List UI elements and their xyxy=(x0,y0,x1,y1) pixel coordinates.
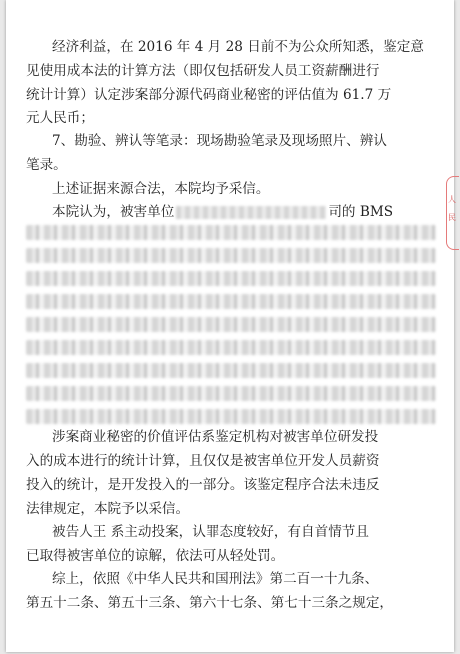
text-line-3: 统计计算）认定涉案部分源代码商业秘密的评估值为 61.7 万 xyxy=(26,87,392,103)
redacted-company-name xyxy=(176,206,326,219)
text-line-6: 笔录。 xyxy=(26,157,67,173)
document-page xyxy=(6,0,454,652)
text-line-8 xyxy=(52,203,460,221)
redacted-line xyxy=(26,386,436,401)
redacted-line xyxy=(26,271,436,286)
seal-stamp: 人 民 xyxy=(446,176,459,250)
text-line-8-start: 本院认为，被害单位 xyxy=(52,204,175,220)
text-line-12: 法律规定，本院予以采信。 xyxy=(26,501,190,517)
text-line-4: 元人民币； xyxy=(26,110,94,126)
text-line-7: 上述证据来源合法，本院均予采信。 xyxy=(52,181,270,197)
redacted-line xyxy=(26,363,436,378)
text-line-11: 投入的统计，是开发投入的一部分。该鉴定程序合法未违反 xyxy=(26,477,380,493)
redacted-line xyxy=(26,248,436,263)
text-line-5: 7、勘验、辨认等笔录：现场勘验笔录及现场照片、辨认 xyxy=(52,133,387,149)
text-line-2: 见使用成本法的计算方法（即仅包括研发人员工资薪酬进行 xyxy=(26,63,380,79)
redacted-line xyxy=(26,409,436,424)
redacted-line xyxy=(26,340,436,355)
redacted-line xyxy=(26,317,436,332)
text-line-9: 涉案商业秘密的价值评估系鉴定机构对被害单位研发投 xyxy=(52,429,379,445)
text-line-10: 入的成本进行的统计计算，且仅仅是被害单位开发人员薪资 xyxy=(26,453,380,469)
text-line-16: 第五十二条、第五十三条、第六十七条、第七十三条之规定， xyxy=(26,595,394,611)
text-line-14: 已取得被害单位的谅解，依法可从轻处罚。 xyxy=(26,548,285,564)
text-line-8-end: 司的 BMS xyxy=(328,204,394,220)
redacted-line xyxy=(26,294,436,309)
text-line-15: 综上，依照《中华人民共和国刑法》第二百一十九条、 xyxy=(52,571,379,587)
text-line-13: 被告人王 系主动投案，认罪态度较好，有自首情节且 xyxy=(52,524,369,540)
text-line-1: 经济利益，在 2016 年 4 月 28 日前不为公众所知悉，鉴定意 xyxy=(52,39,424,55)
redacted-line xyxy=(26,225,436,240)
